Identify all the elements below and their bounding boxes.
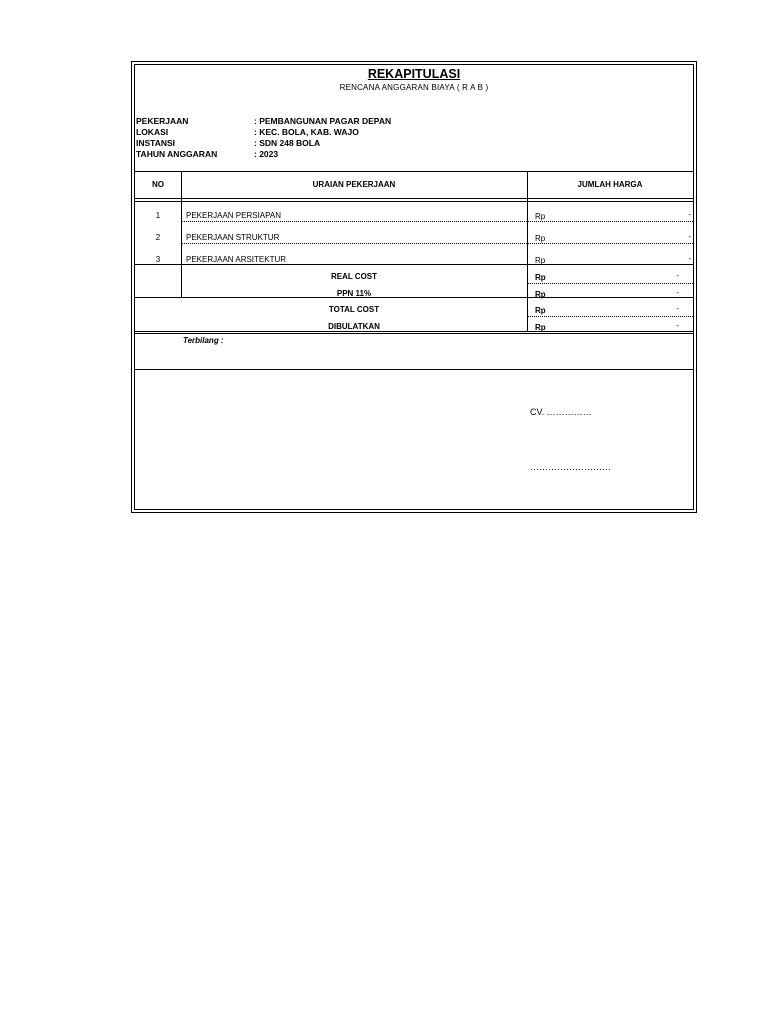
document-frame bbox=[131, 61, 697, 513]
document-title: REKAPITULASI bbox=[367, 67, 461, 81]
table-row-1-item: PEKERJAAN PERSIAPAN bbox=[186, 211, 281, 220]
summary-ppn-bottom-border bbox=[135, 297, 693, 298]
table-row-2-no: 2 bbox=[155, 233, 161, 242]
terbilang-bottom-border bbox=[135, 369, 693, 370]
table-top-border bbox=[135, 171, 693, 172]
info-label-tahun-anggaran: TAHUN ANGGARAN bbox=[136, 149, 218, 159]
table-header-bottom-border-double bbox=[135, 201, 693, 202]
info-label-lokasi: LOKASI bbox=[136, 127, 169, 137]
table-header-bottom-border bbox=[135, 198, 693, 199]
table-row-2-item: PEKERJAAN STRUKTUR bbox=[186, 233, 280, 242]
summary-real-cost-label: REAL COST bbox=[330, 272, 378, 281]
summary-total-cost-label: TOTAL COST bbox=[328, 305, 380, 314]
summary-dibulatkan-amount: - bbox=[676, 321, 679, 330]
table-row-1-divider bbox=[181, 221, 693, 222]
table-row-1-no: 1 bbox=[155, 211, 161, 220]
summary-real-cost-divider bbox=[527, 283, 693, 284]
column-header-jumlah-harga: JUMLAH HARGA bbox=[577, 180, 643, 189]
table-row-3-no: 3 bbox=[155, 255, 161, 264]
document-subtitle: RENCANA ANGGARAN BIAYA ( R A B ) bbox=[339, 83, 489, 92]
terbilang-label: Terbilang : bbox=[183, 336, 224, 345]
info-label-instansi: INSTANSI bbox=[136, 138, 176, 148]
signature-company: CV. …………… bbox=[530, 407, 592, 417]
summary-total-cost-amount: - bbox=[676, 304, 679, 313]
info-value-lokasi: : KEC. BOLA, KAB. WAJO bbox=[254, 127, 359, 137]
table-row-1-amount: - bbox=[688, 210, 691, 219]
info-label-pekerjaan: PEKERJAAN bbox=[136, 116, 189, 126]
summary-dibulatkan-currency: Rp bbox=[535, 323, 546, 332]
table-row-3-amount: - bbox=[688, 254, 691, 263]
summary-real-cost-currency: Rp bbox=[535, 273, 546, 282]
table-row-3-currency: Rp bbox=[535, 256, 546, 265]
summary-bottom-border bbox=[135, 331, 693, 332]
table-row-2-currency: Rp bbox=[535, 234, 546, 243]
summary-ppn-amount: - bbox=[676, 288, 679, 297]
table-row-1-currency: Rp bbox=[535, 212, 546, 221]
summary-dibulatkan-label: DIBULATKAN bbox=[328, 322, 380, 331]
document-inner-frame bbox=[134, 64, 694, 510]
summary-ppn-label: PPN 11% bbox=[336, 289, 372, 298]
table-row-2-divider bbox=[181, 243, 693, 244]
column-header-uraian: URAIAN PEKERJAAN bbox=[312, 180, 396, 189]
table-row-2-amount: - bbox=[688, 232, 691, 241]
summary-total-cost-divider bbox=[527, 316, 693, 317]
summary-ppn-currency: Rp bbox=[535, 290, 546, 299]
column-header-no: NO bbox=[152, 180, 164, 189]
summary-total-cost-currency: Rp bbox=[535, 306, 546, 315]
info-value-tahun-anggaran: : 2023 bbox=[254, 149, 279, 159]
table-rows-bottom-border bbox=[135, 264, 693, 265]
info-value-instansi: : SDN 248 BOLA bbox=[254, 138, 321, 148]
table-row-3-item: PEKERJAAN ARSITEKTUR bbox=[186, 255, 287, 264]
summary-bottom-border-double bbox=[135, 333, 693, 334]
info-value-pekerjaan: : PEMBANGUNAN PAGAR DEPAN bbox=[254, 116, 392, 126]
signature-name: ……………………… bbox=[530, 462, 611, 472]
summary-real-cost-amount: - bbox=[676, 271, 679, 280]
